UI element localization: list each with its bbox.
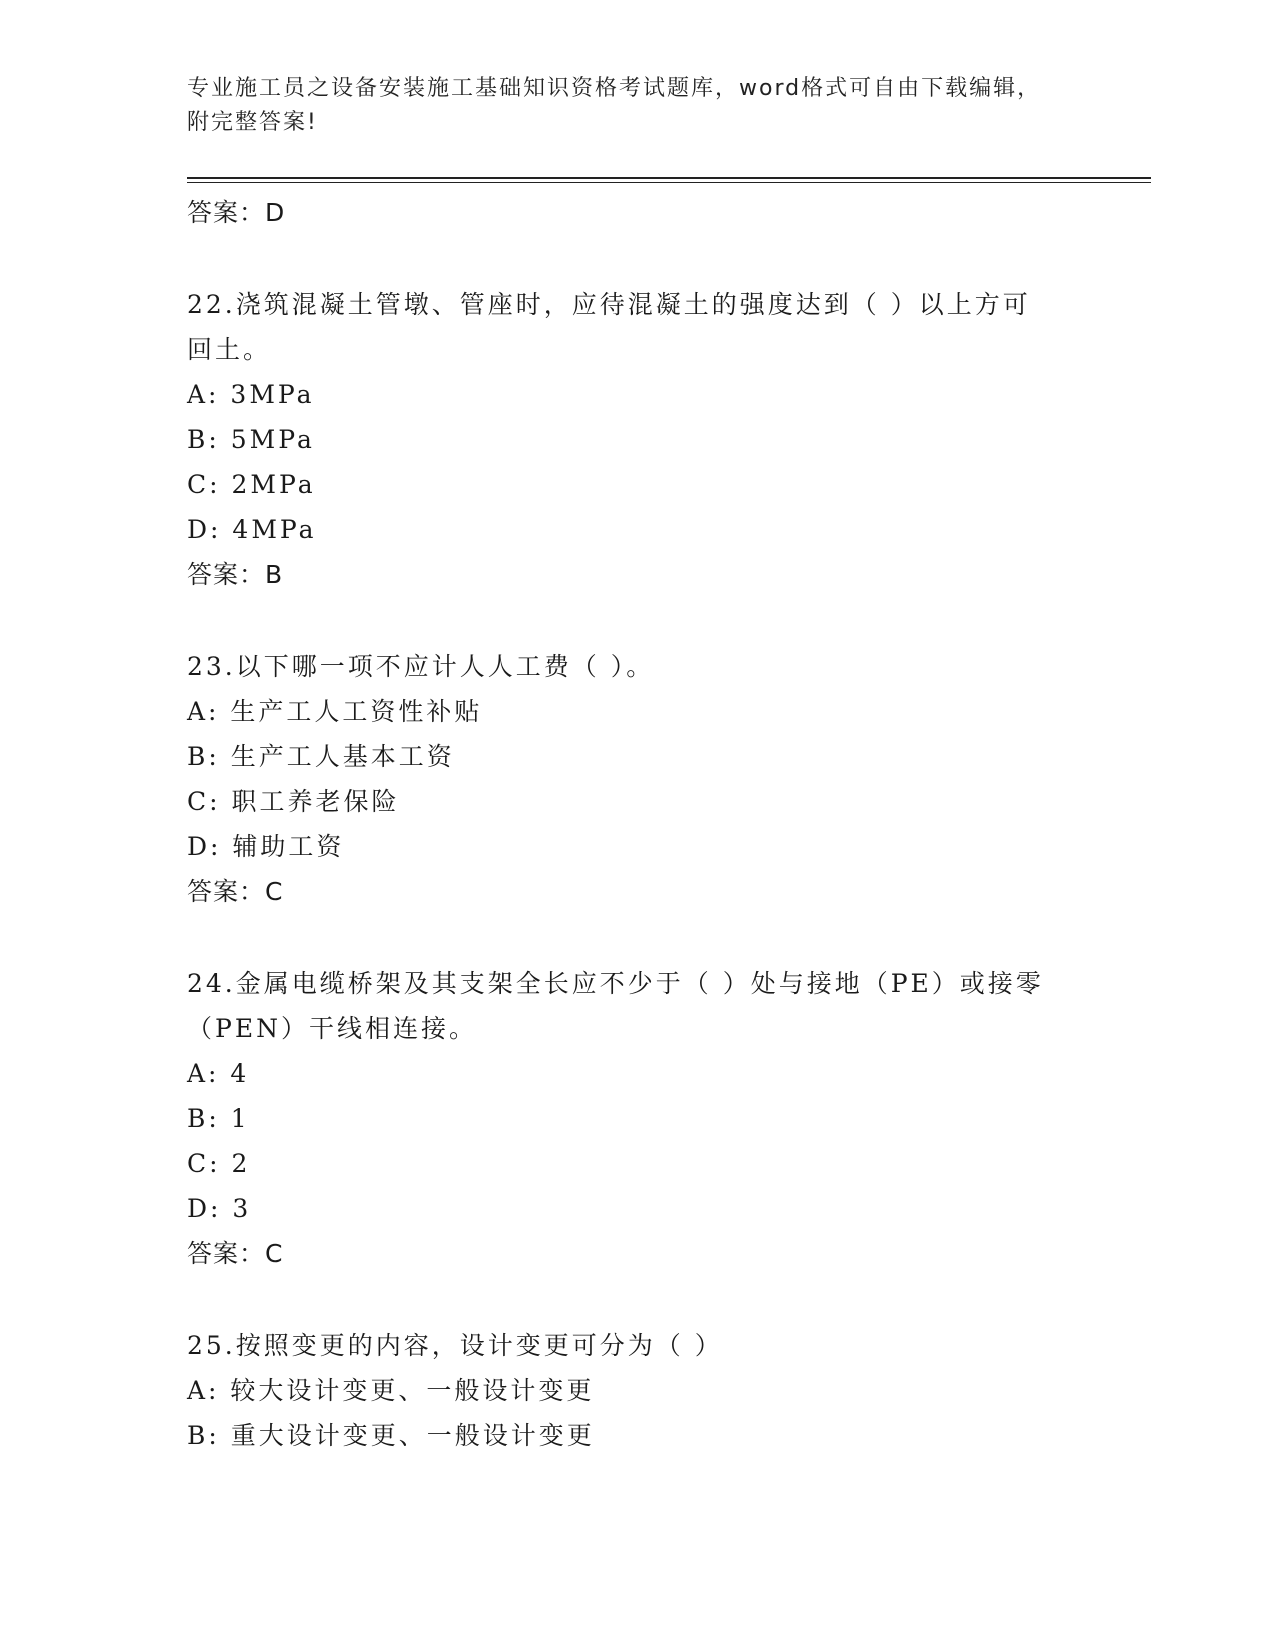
header-line-1: 专业施工员之设备安装施工基础知识资格考试题库，word格式可自由下载编辑， (187, 76, 1042, 101)
question-23 (187, 644, 1087, 914)
answer-21: 答案：D (187, 198, 286, 227)
question-25-option-a: A: 较大设计变更、一般设计变更 (187, 1376, 595, 1405)
question-23-option-c: C: 职工养老保险 (187, 787, 400, 816)
spacer (187, 597, 1087, 644)
question-23-option-a: A: 生产工人工资性补贴 (187, 697, 483, 726)
question-24 (187, 961, 1087, 1276)
question-22-option-b: B: 5MPa (187, 425, 315, 454)
spacer (187, 1276, 1087, 1323)
question-22 (187, 282, 1087, 597)
question-25-option-b: B: 重大设计变更、一般设计变更 (187, 1421, 595, 1450)
header-divider-thin (187, 182, 1151, 183)
header-line-2: 附完整答案! (187, 110, 318, 135)
question-22-option-d: D: 4MPa (187, 515, 317, 544)
answer-22: 答案：B (187, 560, 284, 589)
spacer (187, 914, 1087, 961)
question-25 (187, 1323, 1087, 1458)
question-22-option-a: A: 3MPa (187, 380, 315, 409)
question-22-text-line-2: 回土。 (187, 335, 272, 364)
spacer (187, 235, 1087, 282)
question-23-option-d: D: 辅助工资 (187, 832, 345, 861)
header-divider-thick (187, 177, 1151, 179)
question-24-option-c: C: 2 (187, 1149, 251, 1178)
question-24-text-line-2: （PEN）干线相连接。 (187, 1014, 477, 1043)
page-header (187, 72, 1087, 140)
question-25-text-line-1: 25.按照变更的内容，设计变更可分为（ ） (187, 1331, 723, 1360)
question-22-text-line-1: 22.浇筑混凝土管墩、管座时，应待混凝土的强度达到（ ）以上方可 (187, 290, 1031, 319)
question-24-text-line-1: 24.金属电缆桥架及其支架全长应不少于（ ）处与接地（PE）或接零 (187, 969, 1044, 998)
question-list (187, 190, 1087, 1458)
question-22-option-c: C: 2MPa (187, 470, 316, 499)
question-24-option-a: A: 4 (187, 1059, 250, 1088)
answer-23: 答案：C (187, 877, 284, 906)
question-23-option-b: B: 生产工人基本工资 (187, 742, 455, 771)
question-24-option-d: D: 3 (187, 1194, 252, 1223)
answer-24: 答案：C (187, 1239, 284, 1268)
question-23-text-line-1: 23.以下哪一项不应计人人工费（ ）。 (187, 652, 655, 681)
question-24-option-b: B: 1 (187, 1104, 250, 1133)
